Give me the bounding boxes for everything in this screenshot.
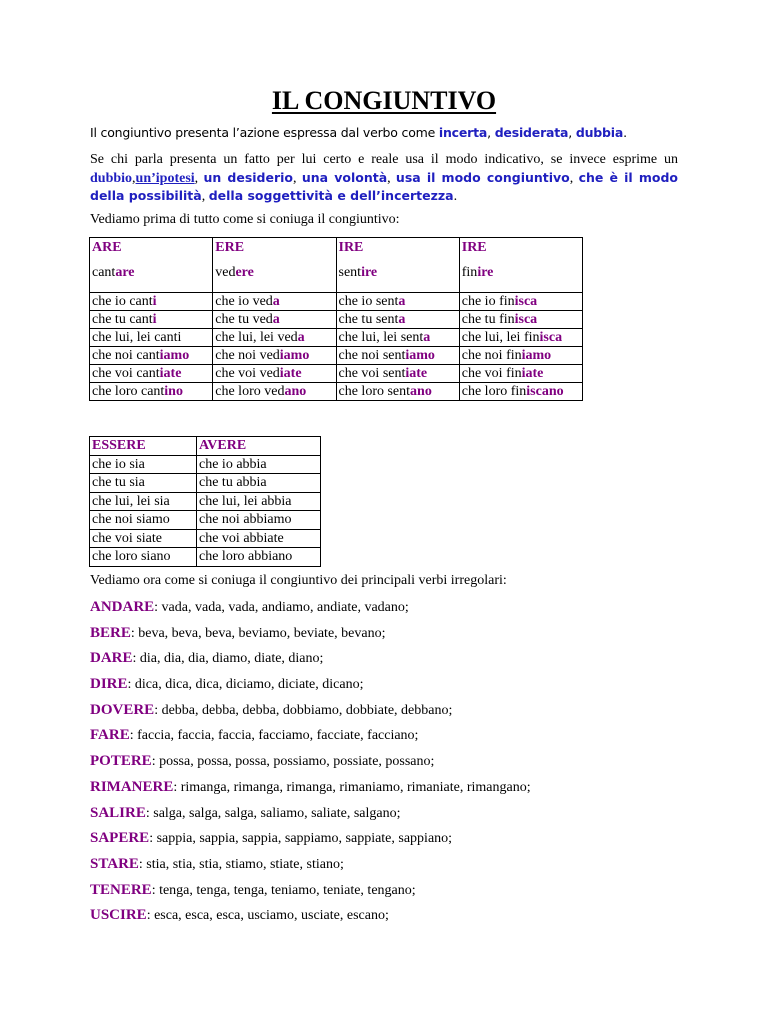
table-row	[90, 365, 583, 383]
table-cell: che tu abbia	[197, 474, 321, 493]
table-cell: che lui, lei veda	[213, 329, 336, 347]
header-cell: ERE vedere	[213, 238, 336, 293]
table-row	[90, 311, 583, 329]
header-cell-avere: AVERE	[197, 437, 321, 456]
table-row	[90, 492, 321, 511]
table-cell: che loro siano	[90, 548, 197, 567]
table-cell: che io finisca	[459, 293, 582, 311]
header-cell: ARE cantare	[90, 238, 213, 293]
table-header-row	[90, 437, 321, 456]
irregular-intro-text: Vediamo ora come si coniuga il congiuntivo dei principali verbi irregolari:	[90, 573, 507, 588]
list-item: SAPERE: sappia, sappia, sappia, sappiamo, sappiate, sappiano;	[90, 830, 453, 847]
table-row	[90, 383, 583, 401]
list-item: SALIRE: salga, salga, salga, saliamo, saliate, salgano;	[90, 804, 401, 821]
list-item: BERE: beva, beva, beva, beviamo, beviate, bevano;	[90, 624, 386, 641]
list-item: DARE: dia, dia, dia, diamo, diate, diano;	[90, 650, 324, 667]
keyword-dubbio: dubbio	[90, 170, 133, 186]
keyword-ipotesi: un’ipotesi	[135, 170, 195, 186]
table-row	[90, 293, 583, 311]
table-cell: che tu canti	[90, 311, 213, 329]
list-item: FARE: faccia, faccia, faccia, facciamo, facciate, facciano;	[90, 727, 419, 744]
table-cell: che tu sia	[90, 474, 197, 493]
regular-conjugation-table	[89, 237, 583, 401]
table-cell: che loro vedano	[213, 383, 336, 401]
table-cell: che io veda	[213, 293, 336, 311]
table-cell: che tu finisca	[459, 311, 582, 329]
header-cell: IRE finire	[459, 238, 582, 293]
keyword-desiderio: un desiderio	[203, 169, 294, 185]
table-row	[90, 347, 583, 365]
table-cell: che io senta	[336, 293, 459, 311]
table-row	[90, 548, 321, 567]
table-cell: che lui, lei senta	[336, 329, 459, 347]
table-row	[90, 329, 583, 347]
page-title: IL CONGIUNTIVO	[271, 86, 497, 115]
keyword-desiderata: desiderata	[494, 125, 569, 140]
table-cell: che loro cantino	[90, 383, 213, 401]
list-item: TENERE: tenga, tenga, tenga, teniamo, teniate, tengano;	[90, 881, 416, 898]
table-cell: che lui, lei finisca	[459, 329, 582, 347]
list-item: STARE: stia, stia, stia, stiamo, stiate, stiano;	[90, 855, 344, 872]
table-cell: che noi abbiamo	[197, 511, 321, 530]
keyword-volonta: una volontà	[301, 169, 388, 185]
keyword-modo-possibilita: che è il modo della possibilità	[90, 169, 678, 203]
table-cell: che noi vediamo	[213, 347, 336, 365]
table-cell: che voi cantiate	[90, 365, 213, 383]
list-item: DOVERE: debba, debba, debba, dobbiamo, dobbiate, debbano;	[90, 701, 453, 718]
intro-paragraph: Il congiuntivo presenta l’azione espressa dal verbo come incerta, desiderata, dubbia.	[90, 125, 627, 140]
table-cell: che voi abbiate	[197, 529, 321, 548]
table-cell: che noi sentiamo	[336, 347, 459, 365]
table-intro-text: Vediamo prima di tutto come si coniuga il congiuntivo:	[90, 212, 400, 227]
list-item: RIMANERE: rimanga, rimanga, rimanga, rimaniamo, rimaniate, rimangano;	[90, 778, 531, 795]
table-cell: che lui, lei abbia	[197, 492, 321, 511]
table-row	[90, 474, 321, 493]
essere-avere-table	[89, 436, 321, 567]
table-cell: che noi finiamo	[459, 347, 582, 365]
list-item: USCIRE: esca, esca, esca, usciamo, usciate, escano;	[90, 907, 389, 924]
table-cell: che lui, lei canti	[90, 329, 213, 347]
table-cell: che io abbia	[197, 455, 321, 474]
table-cell: che io sia	[90, 455, 197, 474]
table-row	[90, 529, 321, 548]
table-cell: che voi vediate	[213, 365, 336, 383]
table-cell: che loro sentano	[336, 383, 459, 401]
header-cell-essere: ESSERE	[90, 437, 197, 456]
table-cell: che io canti	[90, 293, 213, 311]
table-cell: che noi siamo	[90, 511, 197, 530]
table-cell: che noi cantiamo	[90, 347, 213, 365]
table-cell: che voi sentiate	[336, 365, 459, 383]
header-cell: IRE sentire	[336, 238, 459, 293]
keyword-incerta: incerta	[438, 125, 488, 140]
table-cell: che voi finiate	[459, 365, 582, 383]
table-header-row	[90, 238, 583, 293]
list-item: DIRE: dica, dica, dica, diciamo, diciate, dicano;	[90, 676, 364, 693]
keyword-soggettivita: della soggettività e dell’incertezza	[208, 188, 454, 203]
table-cell: che tu veda	[213, 311, 336, 329]
table-cell: che tu senta	[336, 311, 459, 329]
explanation-paragraph: Se chi parla presenta un fatto per lui certo e reale usa il modo indicativo, se invece esprime un dubbio,un’ipotesi, un desiderio, una volontà, usa il modo congiuntivo, che è il modo della possibilità, della soggettività e dell’incertezza.	[90, 152, 678, 204]
table-cell: che loro abbiano	[197, 548, 321, 567]
table-row	[90, 455, 321, 474]
table-cell: che voi siate	[90, 529, 197, 548]
table-cell: che lui, lei sia	[90, 492, 197, 511]
keyword-dubbia: dubbia	[575, 125, 624, 140]
keyword-usa-congiuntivo: usa il modo congiuntivo	[395, 169, 570, 185]
table-cell: che loro finiscano	[459, 383, 582, 401]
list-item: ANDARE: vada, vada, vada, andiamo, andiate, vadano;	[90, 599, 409, 615]
table-row	[90, 511, 321, 530]
irregular-verbs-list	[90, 599, 531, 933]
list-item: POTERE: possa, possa, possa, possiamo, possiate, possano;	[90, 753, 435, 770]
